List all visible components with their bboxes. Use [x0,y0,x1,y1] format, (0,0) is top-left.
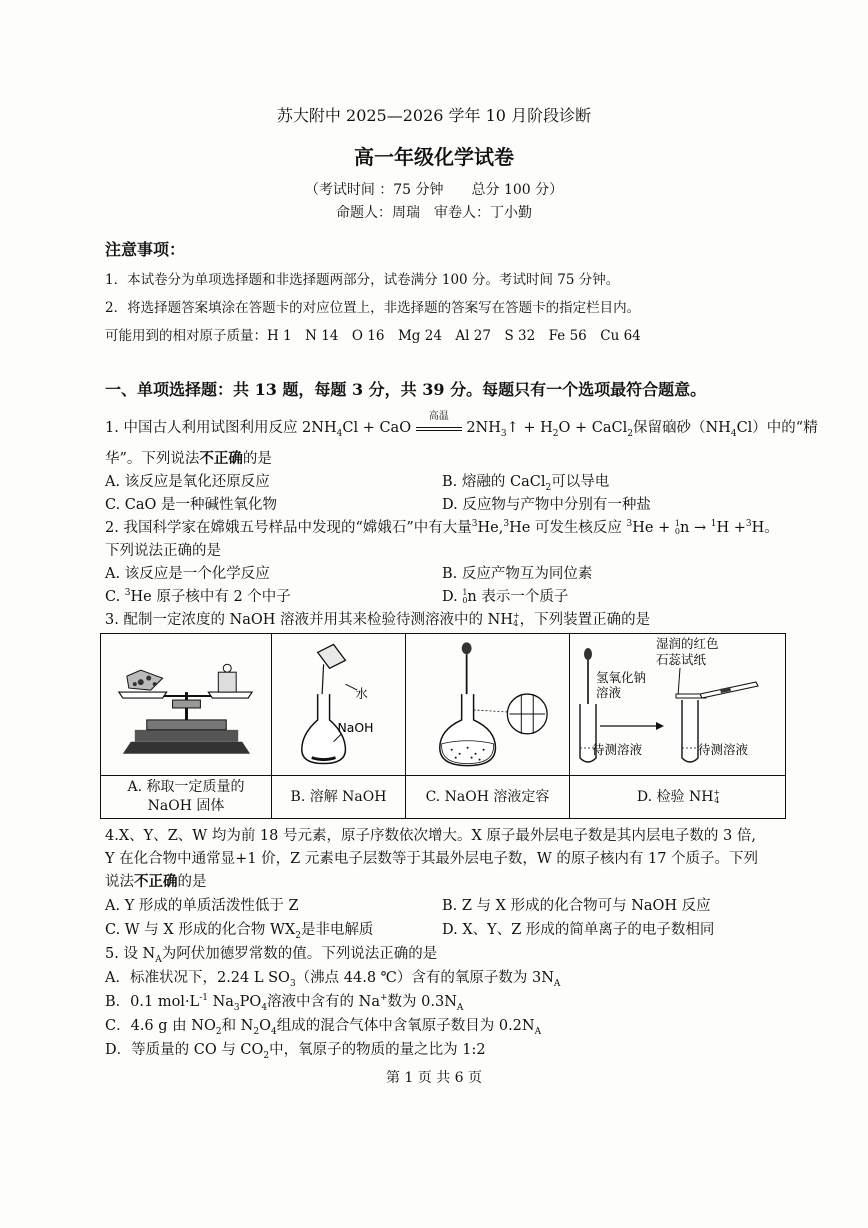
label-litmus-1: 湿润的红色 [656,636,719,651]
volumetric-flask-figure [406,634,569,775]
q5-stem: 5. 设 $N_A$为阿伏加德罗常数的值。下列说法正确的是 [105,946,438,965]
q4-option-b[interactable]: B. Z 与 X 形成的化合物可与 NaOH 反应 [442,898,711,914]
school-line: 苏大附中 2025—2026 学年 10 月阶段诊断 [276,106,592,125]
q4-option-d[interactable]: D. X、Y、Z 形成的简单离子的电子数相同 [442,922,715,938]
apparatus-table [100,633,786,819]
option-b-cell[interactable] [272,634,406,818]
q4-option-c[interactable]: C. W 与 X 形成的化合物 $WX_2$是非电解质 [105,922,374,941]
note-item-2: 2．将选择题答案填涂在答题卡的对应位置上，非选择题的答案写在答题卡的指定栏目内。 [105,300,641,316]
authors-line: 命题人：周瑞 审卷人：丁小勤 [336,205,532,221]
q1-option-b[interactable]: B. 熔融的 CaCl$_2$可以导电 [442,474,610,493]
label-naoh-solution-1: 氢氧化钠 [596,670,647,685]
label-naoh: NaOH [337,719,374,735]
caption-c: C. NaOH 溶液定容 [425,788,550,805]
option-a-cell[interactable] [101,634,272,818]
ammonium-test-figure [570,634,787,775]
option-c-cell[interactable] [406,634,570,818]
q4-option-a[interactable]: A. Y 形成的单质活泼性低于 Z [105,898,299,914]
q2-stem-line2: 下列说法正确的是 [105,543,221,559]
q4-stem-line3: 说法不正确的是 [105,873,207,890]
q2-stem: 2. 我国科学家在嫦娥五号样品中发现的“嫦娥石”中有大量$^3$He,$^3$He 可发生核反应 $^3$He + 1 0 n → $^1$H +$^3$H。 [105,519,779,536]
atomic-masses: 可能用到的相对原子质量：H 1 N 14 O 16 Mg 24 Al 27 S 32 Fe 56 Cu 64 [105,328,641,344]
q5-option-a[interactable]: A．标准状况下，2.24 L $SO_3$（沸点 44.8 ℃）含有的氧原子数为 $3N_A$ [105,970,561,989]
caption-d: D. 检验 NH + 4 [636,788,721,805]
q4-stem-line2: Y 在化合物中通常显+1 价，Z 元素电子层数等于其最外层电子数，W 的原子核内有 17 个质子。下列 [105,851,759,867]
q1-option-c[interactable]: C. CaO 是一种碱性氧化物 [105,497,278,513]
label-test-solution-right: 待测溶液 [698,742,749,757]
neutron-notation: 1 0 [674,519,680,536]
label-naoh-solution-2: 溶液 [596,685,622,700]
caption-a: A. 称取一定质量的 NaOH 固体 [127,779,245,814]
q5-option-d[interactable]: D．等质量的 CO 与 $CO_2$中，氧原子的物质的量之比为 1:2 [105,1042,486,1061]
q2-option-a[interactable]: A. 该反应是一个化学反应 [105,566,270,582]
exam-info: （考试时间 ：75 分钟 总分 100 分） [304,182,564,198]
q5-option-b[interactable]: B．0.1 $mol\cdot L^{-1}$ $Na_3PO_4$溶液中含有的 Na+数为 $0.3N_A$ [105,993,464,1013]
note-item-1: 1．本试卷分为单项选择题和非选择题两部分，试卷满分 100 分。考试时间 75 分钟。 [105,272,620,288]
q2-option-d[interactable]: D. 1 0 n 表示一个质子 [442,588,569,605]
q2-option-b[interactable]: B. 反应产物互为同位素 [442,566,593,582]
q1-stem-line2: 华”。下列说法不正确的是 [105,450,272,467]
page-footer: 第 1 页 共 6 页 [385,1070,483,1086]
notes-heading: 注意事项： [105,240,186,259]
q1-option-a[interactable]: A. 该反应是氧化还原反应 [105,474,270,490]
label-litmus-2: 石蕊试纸 [656,652,707,667]
dissolve-figure [272,634,405,775]
label-test-solution-left: 待测溶液 [592,742,643,757]
q5-option-c[interactable]: C．4.6 g 由 $NO_2$和 $N_2O_4$组成的混合气体中含氧原子数目为 $0.2N_A$ [105,1018,542,1037]
q1-option-d[interactable]: D. 反应物与产物中分别有一种盐 [442,497,651,513]
q2-option-c[interactable]: C. $^3$He 原子核中有 2 个中子 [105,588,291,605]
caption-b: B. 溶解 NaOH [290,788,387,805]
label-water: 水 [355,686,368,702]
section-heading: 一、单项选择题：共 13 题，每题 3 分，共 39 分。每题只有一个选项最符合题意。 [105,380,707,399]
balance-figure [101,634,271,775]
option-d-cell[interactable] [570,634,787,818]
q1-stem: 1. 中国古人利用试图利用反应 $2NH_4Cl$ + CaO 高温 $2NH_3↑ + H_2O$ + CaCl$_2$保留硇砂$(NH_4Cl)$中的“精 [105,411,818,439]
q4-stem-line1: 4.X、Y、Z、W 均为前 18 号元素，原子序数依次增大。X 原子最外层电子数是其内层电子数的 3 倍, [105,828,756,844]
reaction-arrow: 高温 [416,425,462,431]
q3-stem: 3. 配制一定浓度的 NaOH 溶液并用其来检验待测溶液中的 NH + 4 ，下列装置正确的是 [105,611,651,628]
page-title: 高一年级化学试卷 [354,145,514,169]
